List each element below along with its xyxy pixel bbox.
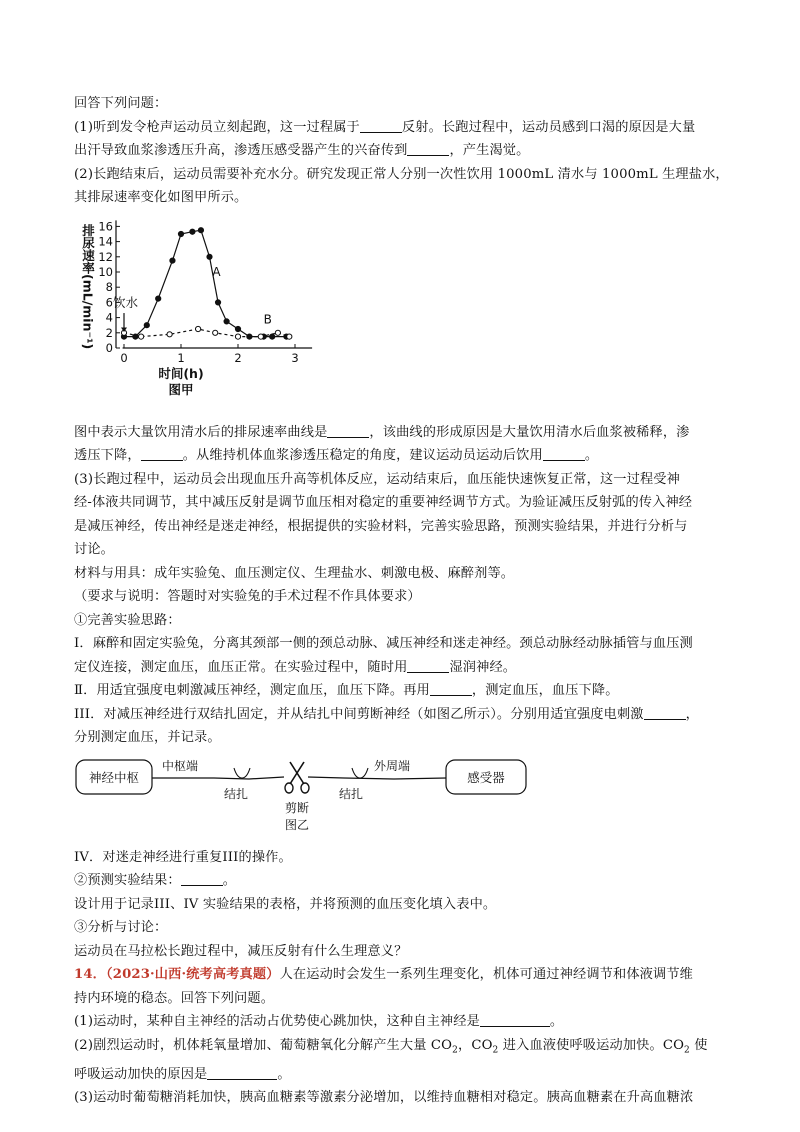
figure-jia [74,214,734,419]
y-axis-label: 排尿速率(mL/min⁻¹) [80,223,96,349]
ligature-label-right: 结扎 [339,786,364,801]
series-line-A [124,230,286,336]
data-point-A [156,296,161,301]
answer-blank[interactable] [207,1065,277,1080]
data-point-B [275,330,280,335]
y-tick-label: 0 [105,340,113,355]
q14-sub2-cont: 呼吸运动加快的原因是 。 [74,1066,291,1082]
y-tick-label: 4 [105,310,113,325]
question-2-answer-cont: 透压下降， 。从维持机体血浆渗透压稳定的角度，建议运动员运动后饮用 。 [74,448,599,463]
data-point-A [207,254,212,259]
y-tick-label: 16 [98,218,113,233]
data-point-B [167,331,172,336]
scissors-icon [285,762,309,793]
data-point-A [270,334,275,339]
y-tick-label: 14 [98,234,113,249]
cut-label: 剪断 [284,800,310,815]
data-point-A [198,227,203,232]
step-3: III．对减压神经进行双结扎固定，并从结扎中间剪断神经（如图乙所示）。分别用适宜强度电刺激 ， [74,706,699,722]
question-3-cont: 是减压神经，传出神经是迷走神经，根据提供的实验材料，完善实验思路，预测实验结果，并进行分析与 [74,518,688,534]
data-point-B [287,334,292,339]
step-1: I．麻醉和固定实验兔，分离其颈部一侧的颈总动脉、减压神经和迷走神经。颈总动脉经动脉插管与血压测 [74,636,693,651]
question-2: (2)长跑结束后，运动员需要补充水分。研究发现正常人分别一次性饮用 1000mL 清水与 1000mL 生理盐水， [74,166,729,182]
x-tick-label: 0 [120,350,128,365]
question-14-cont: 持内环境的稳态。回答下列问题。 [74,990,275,1006]
experiment-idea-heading: ①完善实验思路： [74,612,181,628]
x-tick-label: 1 [177,350,185,365]
annotation-drink-water: 饮水 [113,294,139,310]
question-1-cont: 出汗导致血浆渗透压升高，渗透压感受器产生的兴奋传到 ，产生渴觉。 [74,143,530,158]
series-label-B: B [263,312,272,327]
data-point-B [213,330,218,335]
nerve-fiber-left [152,777,284,779]
y-tick-label: 8 [105,279,113,294]
y-tick-label: 6 [105,294,113,309]
materials-line: 材料与用具：成年实验兔、血压测定仪、生理盐水、刺激电极、麻醉剂等。 [74,565,515,581]
question-1: (1)听到发令枪声运动员立刻起跑，这一过程属于 反射。长跑过程中，运动员感到口渴的原因是大量 [74,119,696,135]
data-point-A [190,229,195,234]
series-label-A: A [212,264,221,279]
data-point-A [178,231,183,236]
ligature-label-left: 结扎 [224,786,249,801]
y-tick-label: 2 [105,325,113,340]
analysis-question: 运动员在马拉松长跑过程中，减压反射有什么生理意义？ [74,943,408,959]
question-2-answer: 图中表示大量饮用清水后的排尿速率曲线是 ，该曲线的形成原因是大量饮用清水后血浆被稀释，渗 [74,424,690,440]
figure-jia-caption: 图甲 [168,381,194,397]
question-3-cont: 经-体液共同调节，其中减压反射是调节血压相对稳定的重要神经调节方式。为验证减压反射弧的传入神经 [74,495,693,510]
data-point-B [258,334,263,339]
data-point-A [235,326,240,331]
data-point-A [170,258,175,263]
question-source: （2023·山西·统考高考真题） [106,967,280,982]
x-axis-label: 时间(h) [158,365,204,381]
analysis-heading: ③分析与讨论： [74,920,168,935]
requirements-line: （要求与说明：答题时对实验兔的手术过程不作具体要求） [74,589,421,604]
y-tick-label: 12 [98,249,113,264]
table-design-line: 设计用于记录III、IV 实验结果的表格，并将预测的血压变化填入表中。 [74,896,497,912]
question-3-cont: 讨论。 [74,542,115,557]
answer-blank[interactable] [480,1012,550,1027]
y-tick-label: 10 [98,264,113,279]
step-4: IV．对迷走神经进行重复III的操作。 [74,849,292,865]
answer-blank[interactable] [407,141,449,156]
q14-sub3: (3)运动时葡萄糖消耗加快，胰高血糖素等激素分泌增加，以维持血糖相对稳定。胰高血糖素在升高血糖浓 [74,1090,694,1106]
ligature-knot-right [352,768,368,778]
nerve-ligation-diagram [74,756,734,842]
question-2-cont: 其排尿速率变化如图甲所示。 [74,190,248,205]
q14-sub1: (1)运动时，某种自主神经的活动占优势使心跳加快，这种自主神经是 。 [74,1014,564,1029]
step-2: Ⅱ．用适宜强度电刺激减压神经，测定血压，血压下降。再用 ，测定血压，血压下降。 [74,683,619,698]
x-tick-label: 3 [291,350,299,365]
data-point-A [224,318,229,323]
ligature-knot-left [234,768,250,778]
predict-results: ②预测实验结果： 。 [74,873,237,888]
central-end-label: 中枢端 [162,758,199,773]
document-page [74,92,734,1110]
figure-yi-caption: 图乙 [284,817,310,832]
answer-blank[interactable] [327,423,369,438]
receptor-label: 感受器 [467,769,505,785]
answer-blank[interactable] [360,118,402,133]
nerve-center-label: 神经中枢 [88,769,140,785]
question-number: 14． [74,967,106,982]
data-point-B [235,334,240,339]
text-line: 回答下列问题： [74,96,168,111]
answer-blank[interactable] [430,681,472,696]
data-point-A [133,334,138,339]
step-3-cont: 分别测定血压，并记录。 [74,730,221,745]
q14-sub2: (2)剧烈运动时，机体耗氧量增加、葡萄糖氧化分解产生大量 $CO_2$，$CO_2$ 进入血液使呼吸运动加快。$CO_2$ 使 [74,1037,708,1056]
question-14: 14．（2023·山西·统考高考真题）人在运动时会发生一系列生理变化，机体可通过神经调节和体液调节维 [74,967,694,982]
nerve-fiber-right [308,777,446,779]
answer-blank[interactable] [644,705,686,720]
data-point-A [144,322,149,327]
data-point-B [196,326,201,331]
step-1-cont: 定仪连接，测定血压，血压正常。在实验过程中，随时用 湿润神经。 [74,659,517,675]
answer-blank[interactable] [181,871,223,886]
question-3: (3)长跑过程中，运动员会出现血压升高等机体反应，运动结束后，血压能快速恢复正常，这一过程受神 [74,471,680,487]
peripheral-end-label: 外周端 [374,758,411,773]
data-point-A [215,299,220,304]
answer-blank[interactable] [407,658,449,673]
urine-rate-chart [74,214,334,419]
x-tick-label: 2 [234,350,242,365]
figure-yi [74,756,734,842]
data-point-B [139,334,144,339]
answer-blank[interactable] [543,446,585,461]
answer-blank[interactable] [141,446,183,461]
